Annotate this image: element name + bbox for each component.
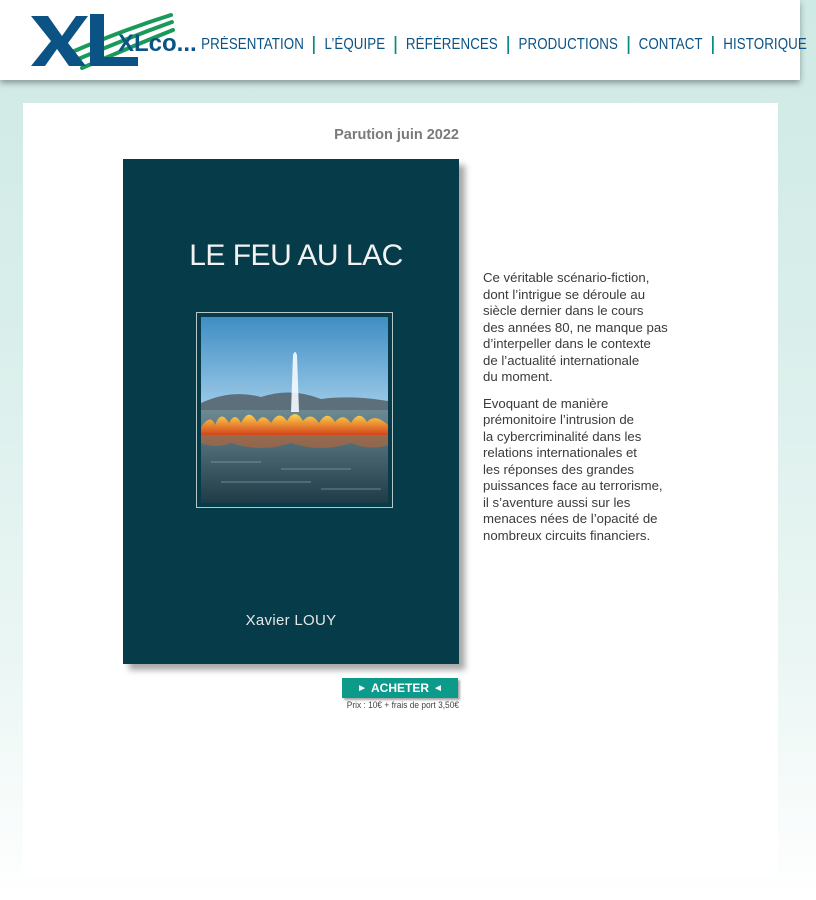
nav-item-productions[interactable]: PRODUCTIONS <box>518 36 618 53</box>
nav-item-presentation[interactable]: PRÉSENTATION <box>201 36 304 53</box>
nav-item-references[interactable]: RÉFÉRENCES <box>405 36 498 53</box>
play-left-icon: ◄ <box>433 682 443 694</box>
content-panel <box>23 103 778 876</box>
cover-photo <box>201 317 388 503</box>
site-logo[interactable] <box>28 10 197 72</box>
price-text: Prix : 10€ + frais de port 3,50€ <box>346 700 459 711</box>
logo-text: XLco... <box>118 30 197 57</box>
cover-photo-frame <box>196 312 393 508</box>
nav-item-contact[interactable]: CONTACT <box>638 36 703 53</box>
play-right-icon: ► <box>357 682 367 694</box>
xlco-logo-graphic <box>28 10 197 72</box>
buy-button-label: ACHETER <box>370 681 429 695</box>
main-nav <box>196 34 816 56</box>
site-header <box>0 0 807 80</box>
description-paragraph: Ce véritable scénario-fiction, dont l’intrigue se déroule au siècle dernier dans le cours des années 80, ne manque pas d’interpeller dans le contexte de l’actualité internationale du moment. <box>483 270 668 384</box>
buy-button[interactable] <box>342 678 458 698</box>
publication-date: Parution juin 2022 <box>334 127 459 143</box>
book-description <box>483 270 703 554</box>
book-cover <box>123 159 459 664</box>
nav-item-equipe[interactable]: L’ÉQUIPE <box>324 36 386 53</box>
description-paragraph: Evoquant de manière prémonitoire l’intrusion de la cybercriminalité dans les relations internationales et les réponses des grandes puissances face au terrorisme, il s’aventure aussi sur les menaces nées de l’opacité de nombreux circuits financiers. <box>483 395 663 543</box>
book-author: Xavier LOUY <box>245 612 337 629</box>
book-title: LE FEU AU LAC <box>189 239 403 272</box>
nav-item-historique[interactable]: HISTORIQUE <box>723 36 807 53</box>
